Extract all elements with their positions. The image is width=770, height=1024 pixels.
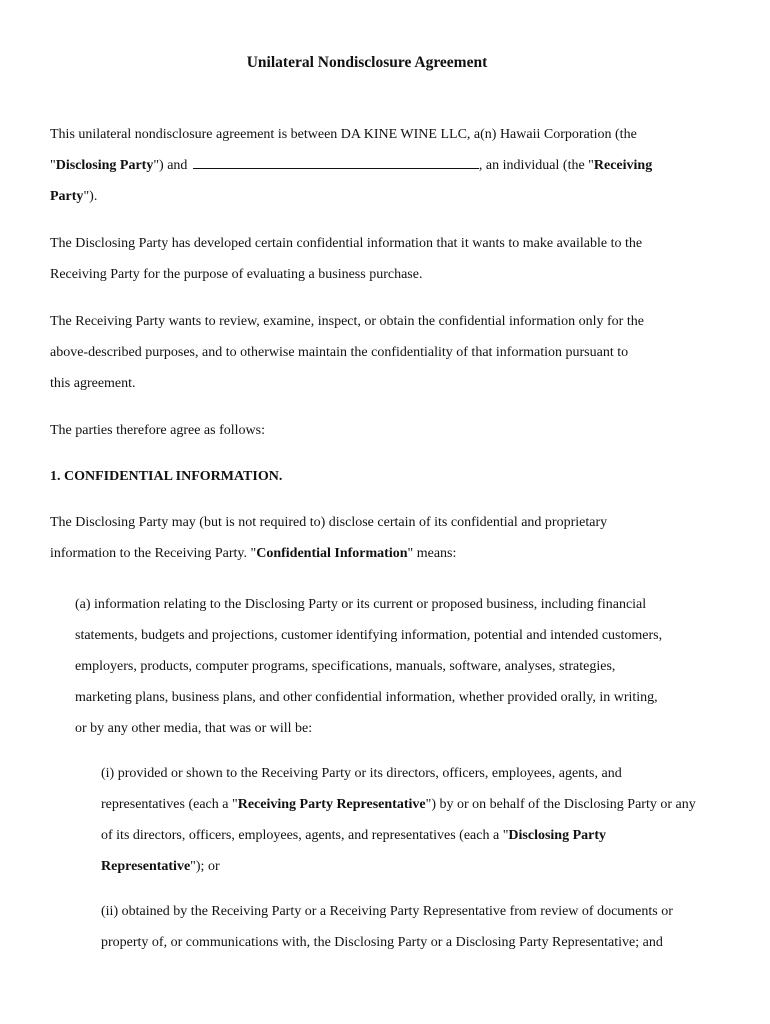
intro-line-1: This unilateral nondisclosure agreement is between DA KINE WINE LLC, a(n) Hawaii Corporation (the [50,127,637,142]
purpose-line-1: The Disclosing Party has developed certain confidential information that it wants to make available to the [50,236,643,251]
item-ii [101,896,770,958]
confidential-information-term: Confidential Information [256,546,408,561]
item-i-line-1: (i) provided or shown to the Receiving Party or its directors, officers, employees, agents, and [101,766,622,781]
review-line-2: above-described purposes, and to otherwise maintain the confidentiality of that information pursuant to [50,345,629,360]
item-ii-line-2: property of, or communications with, the Disclosing Party or a Disclosing Party Representative; and [101,935,663,950]
section-1-intro-line-2 [50,538,750,569]
intro-paragraph [50,119,750,212]
item-ii-line-1: (ii) obtained by the Receiving Party or a Receiving Party Representative from review of documents or [101,904,673,919]
intro-line-2 [50,150,750,181]
item-a-line-4: marketing plans, business plans, and other confidential information, whether provided orally, in writing, [75,690,658,705]
disclosing-party-term: Disclosing Party [55,158,154,173]
section-1-heading-wrap [50,461,750,492]
item-a [75,589,770,744]
receiving-term: Receiving [593,158,653,173]
item-a-line-1: (a) information relating to the Disclosing Party or its current or proposed business, including financial [75,597,647,612]
review-line-3: this agreement. [50,376,136,391]
item-i-line-4 [101,851,770,882]
section-1-text: information to the Receiving Party. " [50,546,257,561]
quote-mark: " [50,158,56,173]
item-i-line-3 [101,820,770,851]
item-i-text: representatives (each a " [101,797,238,812]
purpose-paragraph [50,228,750,290]
section-1-text: " means: [407,546,457,561]
purpose-line-2: Receiving Party for the purpose of evaluating a business purchase. [50,267,423,282]
section-1-heading: 1. CONFIDENTIAL INFORMATION. [50,469,283,484]
intro-line-3 [50,181,750,212]
item-a-line-5: or by any other media, that was or will be: [75,721,313,736]
document-title: Unilateral Nondisclosure Agreement [246,54,488,71]
item-a-line-3: employers, products, computer programs, specifications, manuals, software, analyses, strategies, [75,659,616,674]
item-i-text: "); or [190,859,220,874]
agree-paragraph [50,415,750,446]
intro-text: , an individual (the " [478,158,594,173]
item-i-text: ") by or on behalf of the Disclosing Party or any [425,797,696,812]
item-i-line-2 [101,789,770,820]
item-i-text: of its directors, officers, employees, agents, and representatives (each a " [101,828,509,843]
agree-line: The parties therefore agree as follows: [50,423,265,438]
receiving-party-representative-term: Receiving Party Representative [237,797,426,812]
receiving-party-name-blank[interactable] [193,154,479,169]
review-line-1: The Receiving Party wants to review, examine, inspect, or obtain the confidential information only for the [50,314,644,329]
party-term: Party [50,189,84,204]
item-i [101,758,770,882]
disclosing-party-term-2: Disclosing Party [508,828,607,843]
section-1-intro-line-1: The Disclosing Party may (but is not required to) disclose certain of its confidential and proprietary [50,515,608,530]
representative-term: Representative [101,859,191,874]
intro-text: ") and [153,158,188,173]
intro-text: "). [83,189,98,204]
section-1-intro [50,507,750,569]
item-a-line-2: statements, budgets and projections, customer identifying information, potential and intended customers, [75,628,663,643]
review-paragraph [50,306,750,399]
